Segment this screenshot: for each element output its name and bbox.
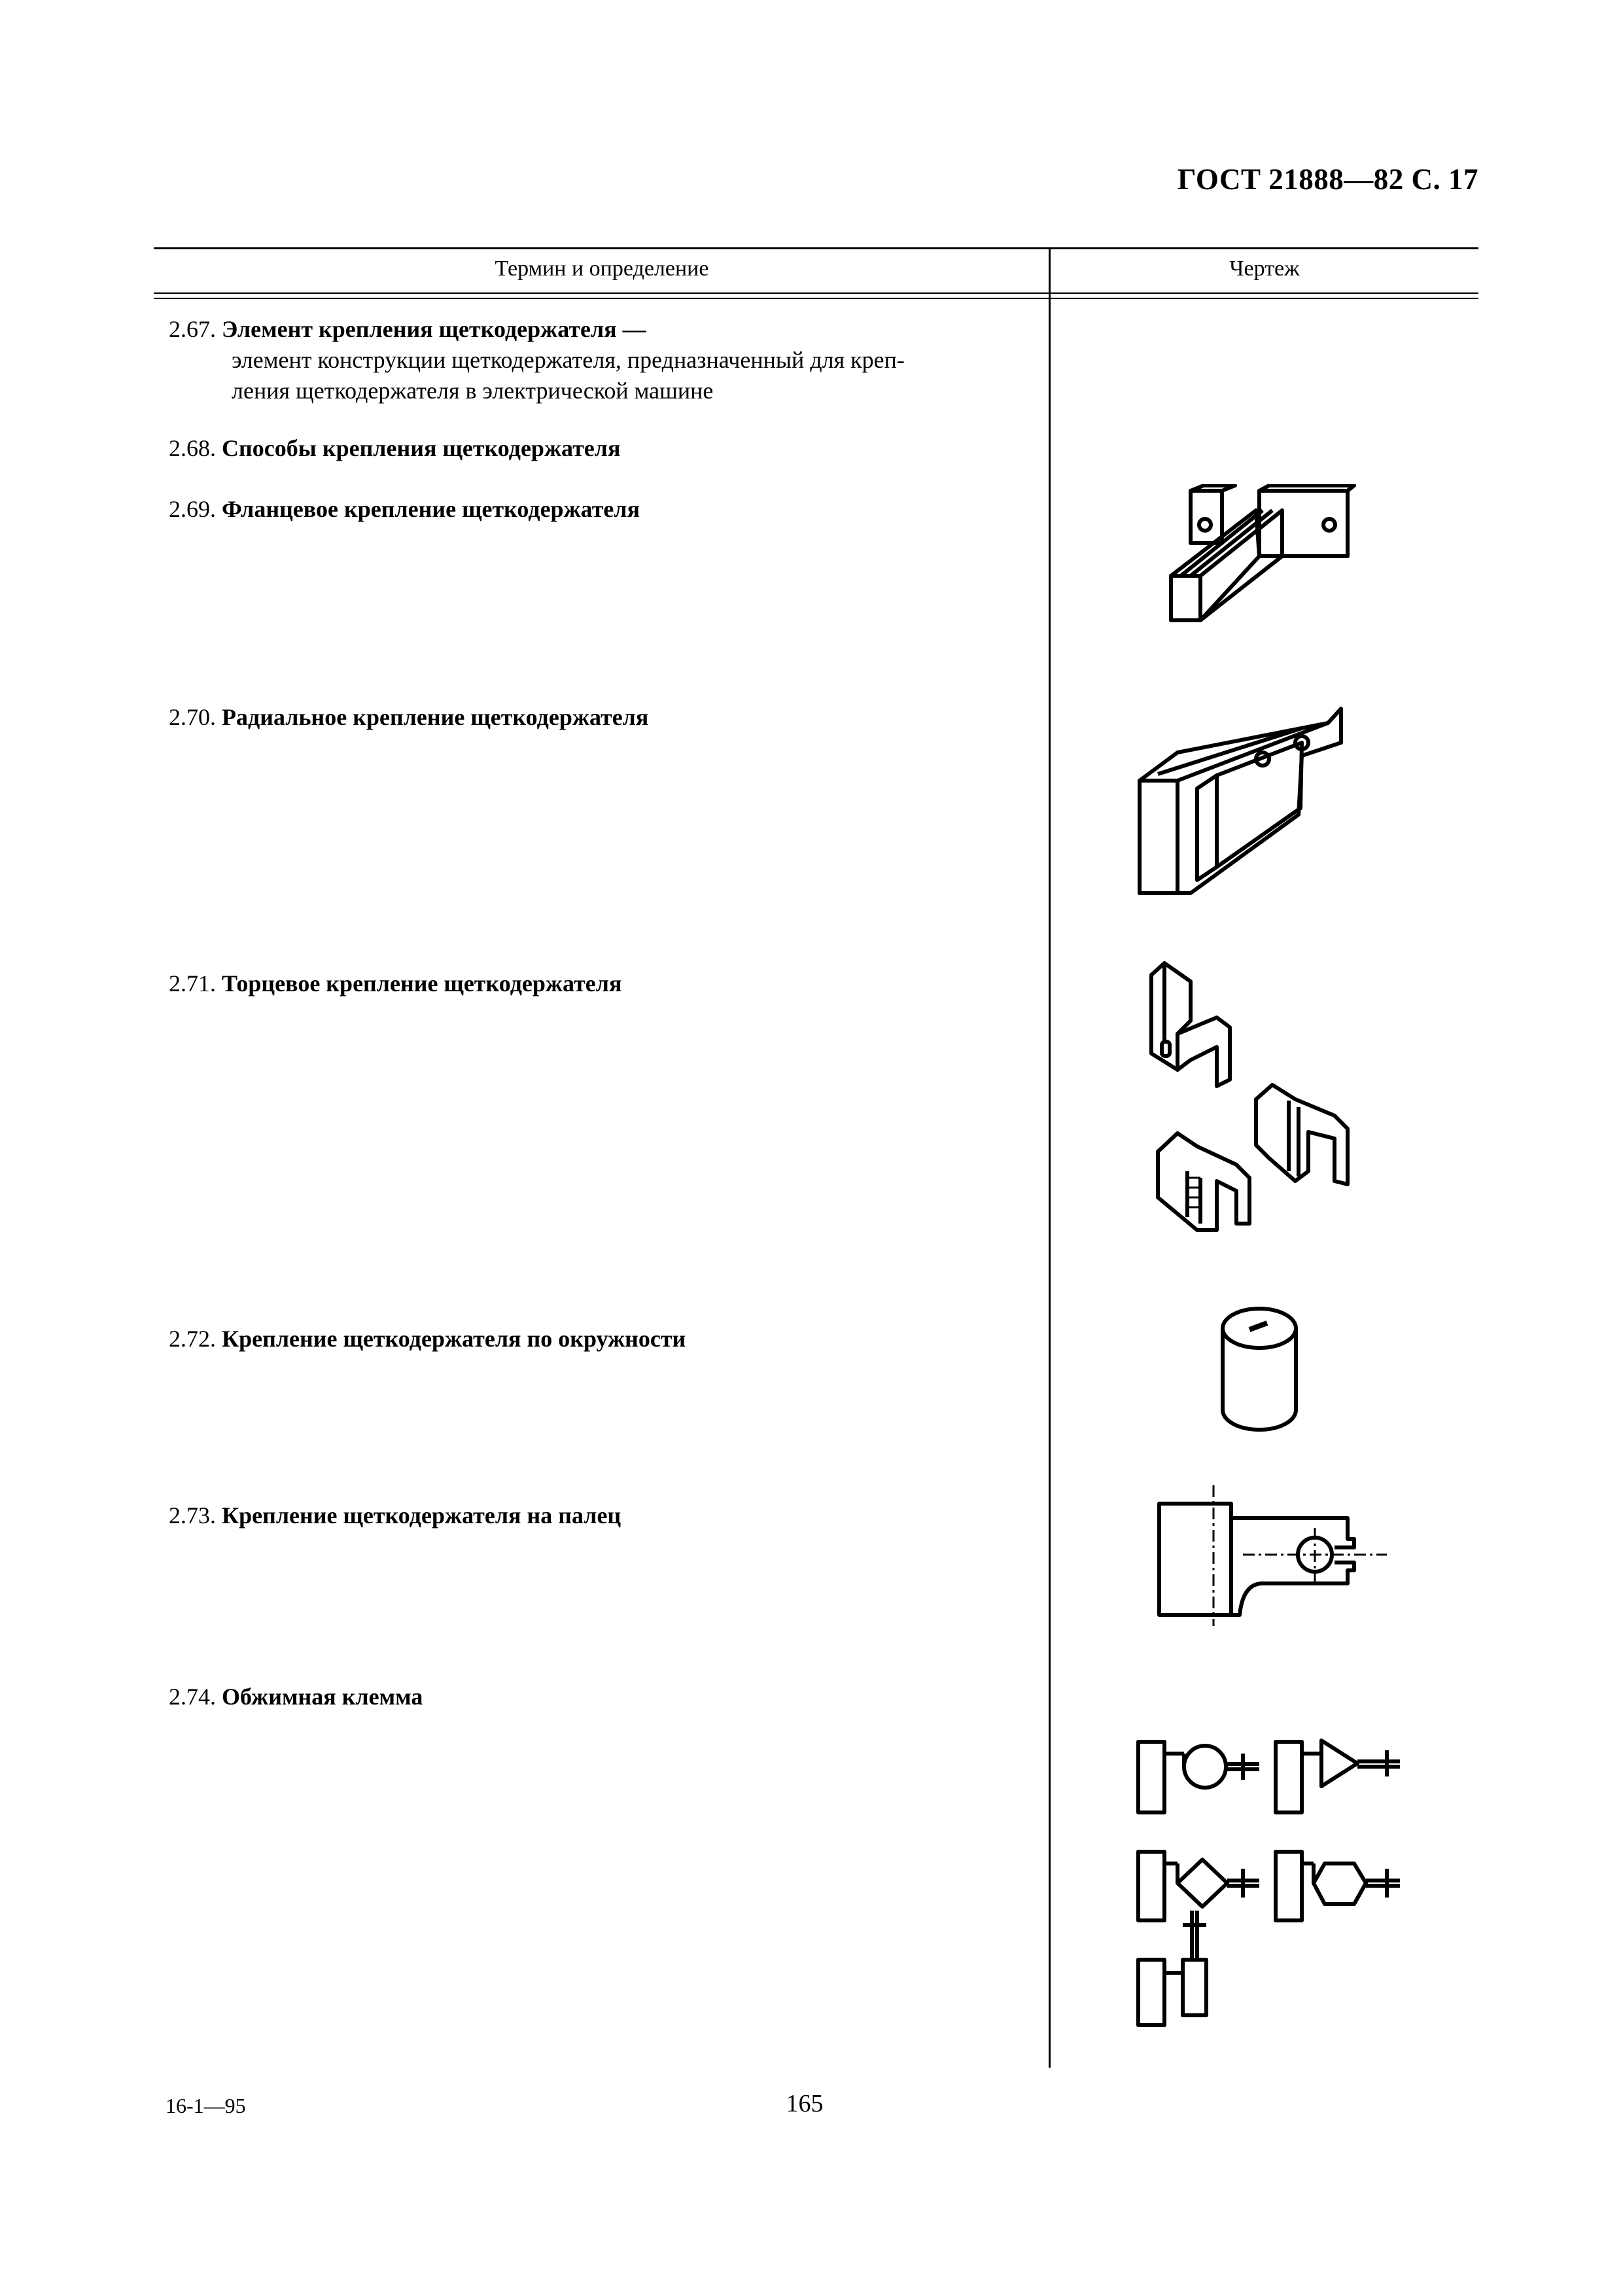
flange-mount-drawing [1151,484,1374,641]
footer-code: 16-1—95 [166,2094,246,2117]
entry-number: 2.74. [169,1684,216,1710]
entry-number: 2.71. [169,970,216,997]
table-header-rule-2 [154,298,1478,299]
entry-term: Способы крепления щеткодержателя [222,435,621,461]
end-face-mount-drawing [1138,955,1387,1243]
table-header-rule-1 [154,292,1478,294]
entry-number: 2.73. [169,1502,216,1528]
entry-term: Радиальное крепление щеткодержателя [222,704,649,730]
entry-term: Крепление щеткодержателя на палец [222,1502,621,1528]
entry-2-70 [169,702,1032,733]
entry-2-68 [169,433,1032,464]
table-column-divider [1049,247,1051,2068]
entry-definition-line: ления щеткодержателя в электрической машине [232,378,714,404]
crimp-terminal-drawing [1125,1714,1413,2048]
entry-term: Фланцевое крепление щеткодержателя [222,496,640,522]
entry-2-72 [169,1324,1032,1354]
entry-number: 2.70. [169,704,216,730]
radial-mount-drawing [1132,703,1406,900]
entry-2-67 [169,314,1032,406]
table-top-rule [154,247,1478,249]
entry-term: Крепление щеткодержателя по окружности [222,1326,686,1352]
entry-number: 2.69. [169,496,216,522]
entry-number: 2.67. [169,316,216,342]
page-header-title: ГОСТ 21888—82 С. 17 [1177,163,1478,196]
entry-2-74 [169,1682,1032,1712]
entry-2-69 [169,494,1032,525]
pin-mount-drawing [1151,1485,1400,1629]
entry-term: Обжимная клемма [222,1684,423,1710]
entry-number: 2.72. [169,1326,216,1352]
column-header-term: Термин и определение [495,256,709,281]
entry-term: Торцевое крепление щеткодержателя [222,970,622,997]
entry-number: 2.68. [169,435,216,461]
entry-heading [169,314,1032,345]
entry-definition-line: элемент конструкции щеткодержателя, предназначенный для креп- [232,347,905,373]
circumferential-mount-drawing [1213,1302,1305,1433]
entry-2-71 [169,968,1032,999]
page-number: 165 [786,2090,824,2117]
entry-2-73 [169,1500,1032,1531]
entry-term: Элемент крепления щеткодержателя — [222,316,646,342]
column-header-drawing: Чертеж [1229,256,1300,281]
